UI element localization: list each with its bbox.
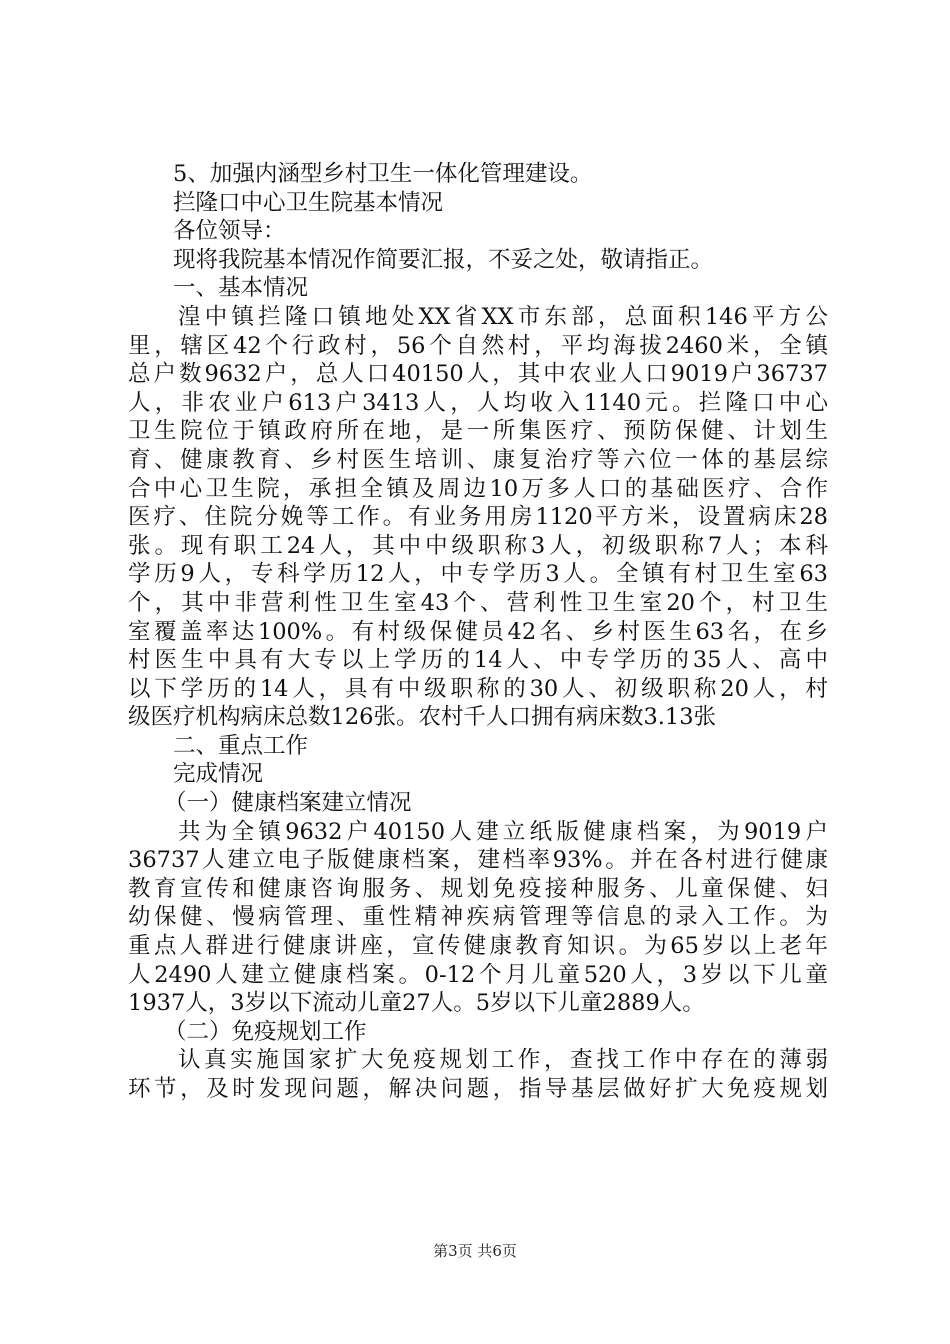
document-line: 二、重点工作: [173, 732, 309, 759]
document-line: 总户数9632户，总人口40150人，其中农业人口9019户36737: [128, 361, 828, 388]
document-line: 重点人群进行健康讲座，宣传健康教育知识。为65岁以上老年: [128, 933, 828, 960]
document-line: （一）健康档案建立情况: [164, 790, 412, 817]
document-line: 医疗、住院分娩等工作。有业务用房1120平方米，设置病床28: [128, 504, 828, 531]
document-line: 认真实施国家扩大免疫规划工作，查找工作中存在的薄弱: [178, 1047, 828, 1074]
document-line: 村医生中具有大专以上学历的14人、中专学历的35人、高中: [128, 647, 828, 674]
document-line: 环节，及时发现问题，解决问题，指导基层做好扩大免疫规划: [128, 1076, 828, 1102]
document-line: 现将我院基本情况作简要汇报，不妥之处，敬请指正。: [173, 246, 714, 273]
document-body: [128, 160, 828, 1104]
document-line: 级医疗机构病床总数126张。农村千人口拥有病床数3.13张: [128, 704, 717, 731]
document-line: 各位领导：: [173, 218, 286, 245]
document-line: 卫生院位于镇政府所在地，是一所集医疗、预防保健、计划生: [128, 418, 828, 445]
document-line: 教育宣传和健康咨询服务、规划免疫接种服务、儿童保健、妇: [128, 875, 828, 902]
document-line: 学历9人，专科学历12人，中专学历3人。全镇有村卫生室63: [128, 561, 828, 588]
document-line: 拦隆口中心卫生院基本情况: [173, 189, 444, 216]
document-line: 一、基本情况: [173, 275, 309, 302]
document-line: 以下学历的14人，具有中级职称的30人、初级职称20人，村: [128, 675, 828, 702]
document-line: 共为全镇9632户40150人建立纸版健康档案，为9019户: [178, 818, 828, 845]
document-line: 湟中镇拦隆口镇地处XX省XX市东部，总面积146平方公: [178, 303, 828, 330]
page-footer: 第3页 共6页: [433, 1242, 517, 1260]
document-line: 里，辖区42个行政村，56个自然村，平均海拔2460米，全镇: [128, 332, 828, 359]
document-line: 人，非农业户613户3413人，人均收入1140元。拦隆口中心: [128, 389, 828, 416]
document-line: （二）免疫规划工作: [164, 1018, 367, 1045]
document-line: 个，其中非营利性卫生室43个、营利性卫生室20个，村卫生: [128, 589, 828, 616]
document-line: 幼保健、慢病管理、重性精神疾病管理等信息的录入工作。为: [128, 904, 828, 931]
document-line: 5、加强内涵型乡村卫生一体化管理建设。: [173, 161, 593, 187]
document-line: 合中心卫生院，承担全镇及周边10万多人口的基础医疗、合作: [128, 475, 828, 502]
document-line: 1937人，3岁以下流动儿童27人。5岁以下儿童2889人。: [128, 990, 705, 1017]
document-line: 36737人建立电子版健康档案，建档率93%。并在各村进行健康: [128, 847, 828, 874]
document-line: 人2490人建立健康档案。0-12个月儿童520人，3岁以下儿童: [128, 961, 828, 988]
document-line: 张。现有职工24人，其中中级职称3人，初级职称7人；本科: [128, 532, 828, 559]
document-line: 完成情况: [173, 761, 264, 788]
document-line: 育、健康教育、乡村医生培训、康复治疗等六位一体的基层综: [128, 446, 828, 473]
document-line: 室覆盖率达100%。有村级保健员42名、乡村医生63名，在乡: [128, 618, 828, 645]
